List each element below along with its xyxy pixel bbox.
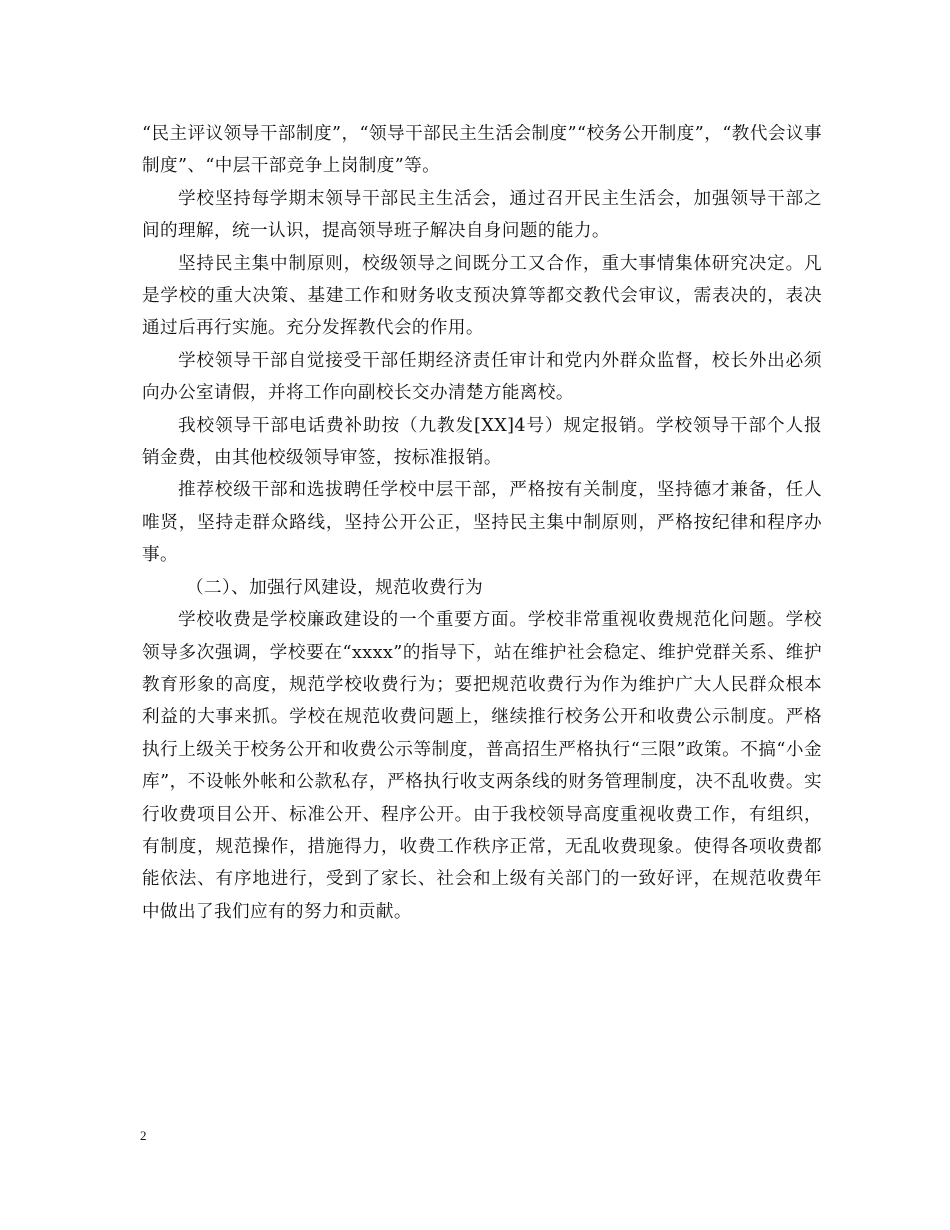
paragraph-audit-supervision: 学校领导干部自觉接受干部任期经济责任审计和党内外群众监督，校长外出必须向办公室请假，并将工作向副校长交办清楚方能离校。 [142, 350, 822, 404]
paragraph-democratic-life-meeting: 学校坚持每学期末领导干部民主生活会，通过召开民主生活会，加强领导干部之间的理解，统一认识，提高领导班子解决自身问题的能力。 [142, 188, 822, 242]
paragraph-cadre-selection: 推荐校级干部和选拔聘任学校中层干部，严格按有关制度，坚持德才兼备，任人唯贤，坚持走群众路线，坚持公开公正，坚持民主集中制原则，严格按纪律和程序办事。 [142, 480, 822, 566]
paragraph-continuation: “民主评议领导干部制度”，“领导干部民主生活会制度”“校务公开制度”，“教代会议事制度”、“中层干部竞争上岗制度”等。 [142, 124, 822, 177]
paragraph-fee-regulation: 学校收费是学校廉政建设的一个重要方面。学校非常重视收费规范化问题。学校领导多次强调，学校要在“xxxx”的指导下，站在维护社会稳定、维护党群关系、维护教育形象的高度，规范学校收费行为；要把规范收费行为作为维护广大人民群众根本利益的大事来抓。学校在规范收费问题上，继续推行校务公开和收费公示制度。严格执行上级关于校务公开和收费公示等制度，普高招生严格执行“三限”政策。不搞“小金库”，不设帐外帐和公款私存，严格执行收支两条线的财务管理制度，决不乱收费。实行收费项目公开、标准公开、程序公开。由于我校领导高度重视收费工作，有组织，有制度，规范操作，措施得力，收费工作秩序正常，无乱收费现象。使得各项收费都能依法、有序地进行，受到了家长、社会和上级有关部门的一致好评，在规范收费年中做出了我们应有的努力和贡献。 [142, 610, 822, 922]
paragraph-phone-allowance: 我校领导干部电话费补助按（九教发[XX]4号）规定报销。学校领导干部个人报销金费，由其他校级领导审签，按标准报销。 [142, 415, 822, 469]
paragraph-democratic-centralism: 坚持民主集中制原则，校级领导之间既分工又合作，重大事情集体研究决定。凡是学校的重大决策、基建工作和财务收支预决算等都交教代会审议，需表决的，表决通过后再行实施。充分发挥教代会的作用。 [142, 253, 822, 339]
section-heading: （二）、加强行风建设，规范收费行为 [186, 577, 484, 598]
page-number: 2 [140, 1128, 147, 1143]
document-body [142, 118, 822, 928]
